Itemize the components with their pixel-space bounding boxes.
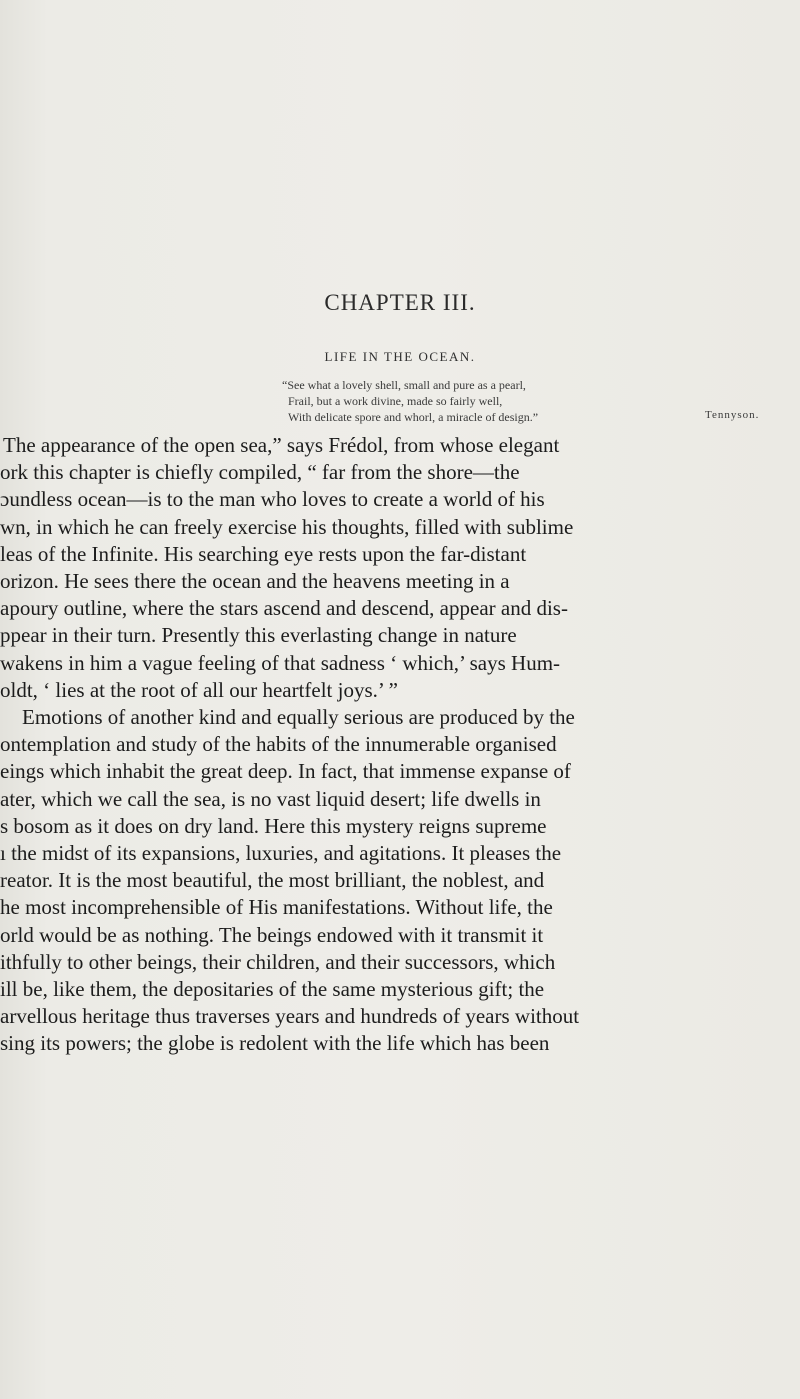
text-line: sing its powers; the globe is redolent with the life which has been	[0, 1031, 550, 1056]
text-line: wakens in him a vague feeling of that sadness ‘ which,’ says Hum-	[0, 650, 561, 675]
epigraph-line: “See what a lovely shell, small and pure as a pearl,	[282, 378, 526, 392]
text-line: he most incomprehensible of His manifestations. Without life, the	[0, 895, 553, 920]
chapter-title: CHAPTER III.	[324, 290, 476, 315]
epigraph	[282, 377, 538, 425]
text-line: eings which inhabit the great deep. In fact, that immense expanse of	[0, 759, 571, 784]
text-line: wn, in which he can freely exercise his thoughts, filled with sublime	[0, 514, 574, 539]
text-line: ppear in their turn. Presently this everlasting change in nature	[0, 623, 517, 648]
text-line: apoury outline, where the stars ascend and descend, appear and dis-	[0, 596, 568, 621]
chapter-subtitle: LIFE IN THE OCEAN.	[324, 349, 476, 364]
text-line: ontemplation and study of the habits of the innumerable organised	[0, 732, 557, 757]
text-line: ithfully to other beings, their children, and their successors, which	[0, 949, 556, 974]
body-text	[0, 432, 800, 1058]
text-line: s bosom as it does on dry land. Here this mystery reigns supreme	[0, 813, 547, 838]
text-line: ɔundless ocean—is to the man who loves to create a world of his	[0, 487, 545, 512]
epigraph-line: With delicate spore and whorl, a miracle of design.”	[288, 410, 539, 424]
text-line: Emotions of another kind and equally serious are produced by the	[22, 705, 575, 730]
text-line: orizon. He sees there the ocean and the heavens meeting in a	[0, 569, 510, 594]
text-line: ill be, like them, the depositaries of the same mysterious gift; the	[0, 977, 545, 1002]
text-line: reator. It is the most beautiful, the most brilliant, the noblest, and	[0, 868, 545, 893]
text-line: The appearance of the open sea,” says Frédol, from whose elegant	[3, 433, 560, 457]
epigraph-line: Frail, but a work divine, made so fairly well,	[288, 394, 503, 408]
text-line: ater, which we call the sea, is no vast liquid desert; life dwells in	[0, 786, 541, 811]
text-line: ork this chapter is chiefly compiled, “ far from the shore—the	[0, 460, 520, 485]
text-line: orld would be as nothing. The beings endowed with it transmit it	[0, 922, 544, 947]
epigraph-attribution: Tennyson.	[705, 409, 760, 421]
text-line: arvellous heritage thus traverses years and hundreds of years without	[0, 1004, 580, 1029]
text-line: leas of the Infinite. His searching eye rests upon the far-distant	[0, 541, 527, 566]
text-line: oldt, ‘ lies at the root of all our heartfelt joys.’ ”	[0, 677, 398, 702]
text-line: ı the midst of its expansions, luxuries, and agitations. It pleases the	[0, 841, 562, 866]
